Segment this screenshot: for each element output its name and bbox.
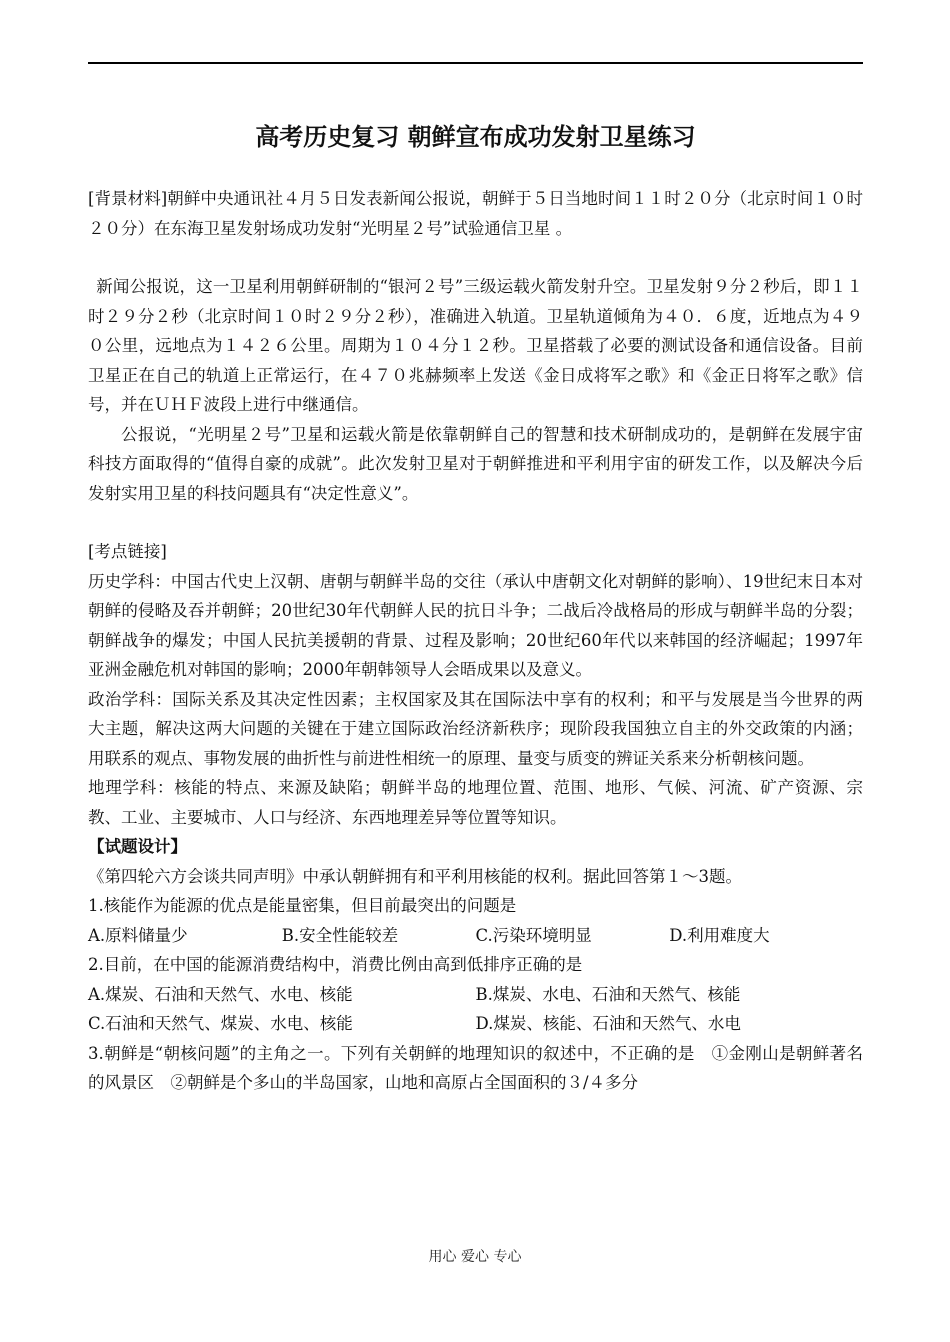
design-intro: 《第四轮六方会谈共同声明》中承认朝鲜拥有和平利用核能的权利。据此回答第１～3题。 bbox=[88, 866, 742, 886]
document-body bbox=[88, 110, 863, 1098]
question-2-stem: 2.目前，在中国的能源消费结构中，消费比例由高到低排序正确的是 bbox=[88, 955, 583, 974]
question-3-stem: 3.朝鲜是“朝核问题”的主角之一。下列有关朝鲜的地理知识的叙述中，不正确的是 ①金刚山是朝鲜著名的风景区 ②朝鲜是个多山的半岛国家，山地和高原占全国面积的３/４多分 bbox=[88, 1043, 863, 1092]
background-paragraph-2: 新闻公报说，这一卫星利用朝鲜研制的“银河２号”三级运载火箭发射升空。卫星发射９分２秒后，即１１时２９分２秒（北京时间１０时２９分２秒），准确进入轨道。卫星轨道倾角为４０．６度，近地点为４９０公里，远地点为１４２６公里。周期为１０４分１２秒。卫星搭载了必要的测试设备和通信设备。目前卫星正在自己的轨道上正常运行，在４７０兆赫频率上发送《金日成将军之歌》和《金正日将军之歌》信号，并在ＵＨＦ波段上进行中继通信。 bbox=[88, 277, 863, 414]
option-d: D.利用难度大 bbox=[669, 925, 770, 945]
links-history: 历史学科：中国古代史上汉朝、唐朝与朝鲜半岛的交往（承认中唐朝文化对朝鲜的影响）、19世纪末日本对朝鲜的侵略及吞并朝鲜；20世纪30年代朝鲜人民的抗日斗争；二战后冷战格局的形成与朝鲜半岛的分裂；朝鲜战争的爆发；中国人民抗美援朝的背景、过程及影响；20世纪60年代以来韩国的经济崛起；1997年亚洲金融危机对韩国的影响；2000年朝韩领导人会晤成果以及意义。 bbox=[88, 571, 863, 679]
option-b: B.安全性能较差 bbox=[281, 925, 399, 945]
option-d: D.煤炭、核能、石油和天然气、水电 bbox=[475, 1014, 741, 1033]
design-label: 【试题设计】 bbox=[88, 837, 187, 856]
option-a: A.原料储量少 bbox=[88, 925, 188, 945]
question-2-options-row-1 bbox=[88, 980, 863, 1010]
question-1-stem: 1.核能作为能源的优点是能量密集，但目前最突出的问题是 bbox=[88, 896, 517, 915]
links-politics: 政治学科：国际关系及其决定性因素；主权国家及其在国际法中享有的权利；和平与发展是当今世界的两大主题，解决这两大问题的关键在于建立国际政治经济新秩序；现阶段我国独立自主的外交政策的内涵；用联系的观点、事物发展的曲折性与前进性相统一的原理、量变与质变的辨证关系来分析朝核问题。 bbox=[88, 689, 863, 768]
background-paragraph-3: 公报说，“光明星２号”卫星和运载火箭是依靠朝鲜自己的智慧和技术研制成功的，是朝鲜在发展宇宙科技方面取得的“值得自豪的成就”。此次发射卫星对于朝鲜推进和平利用宇宙的研发工作，以及解决今后发射实用卫星的科技问题具有“决定性意义”。 bbox=[88, 424, 863, 503]
question-1-options bbox=[88, 921, 863, 951]
background-label: [背景材料] bbox=[88, 189, 168, 208]
links-label: [考点链接] bbox=[88, 542, 167, 561]
option-c: C.石油和天然气、煤炭、水电、核能 bbox=[88, 1014, 353, 1033]
option-a: A.煤炭、石油和天然气、水电、核能 bbox=[88, 984, 353, 1004]
option-c: C.污染环境明显 bbox=[475, 925, 592, 945]
question-2-options-row-2 bbox=[88, 1009, 863, 1039]
spacer bbox=[88, 243, 863, 272]
background-text: 朝鲜中央通讯社４月５日发表新闻公报说，朝鲜于５日当地时间１１时２０分（北京时间１０时２０分）在东海卫星发射场成功发射“光明星２号”试验通信卫星 。 bbox=[88, 189, 864, 238]
page-title: 高考历史复习 朝鲜宣布成功发射卫星练习 bbox=[255, 123, 696, 151]
page-footer: 用心 爱心 专心 bbox=[428, 1249, 522, 1265]
links-geography: 地理学科：核能的特点、来源及缺陷；朝鲜半岛的地理位置、范围、地形、气候、河流、矿产资源、宗教、工业、主要城市、人口与经济、东西地理差异等位置等知识。 bbox=[88, 778, 863, 827]
background-paragraph bbox=[88, 184, 863, 243]
spacer bbox=[88, 508, 863, 537]
option-b: B.煤炭、水电、石油和天然气、核能 bbox=[475, 984, 741, 1004]
header-rule bbox=[88, 62, 863, 64]
